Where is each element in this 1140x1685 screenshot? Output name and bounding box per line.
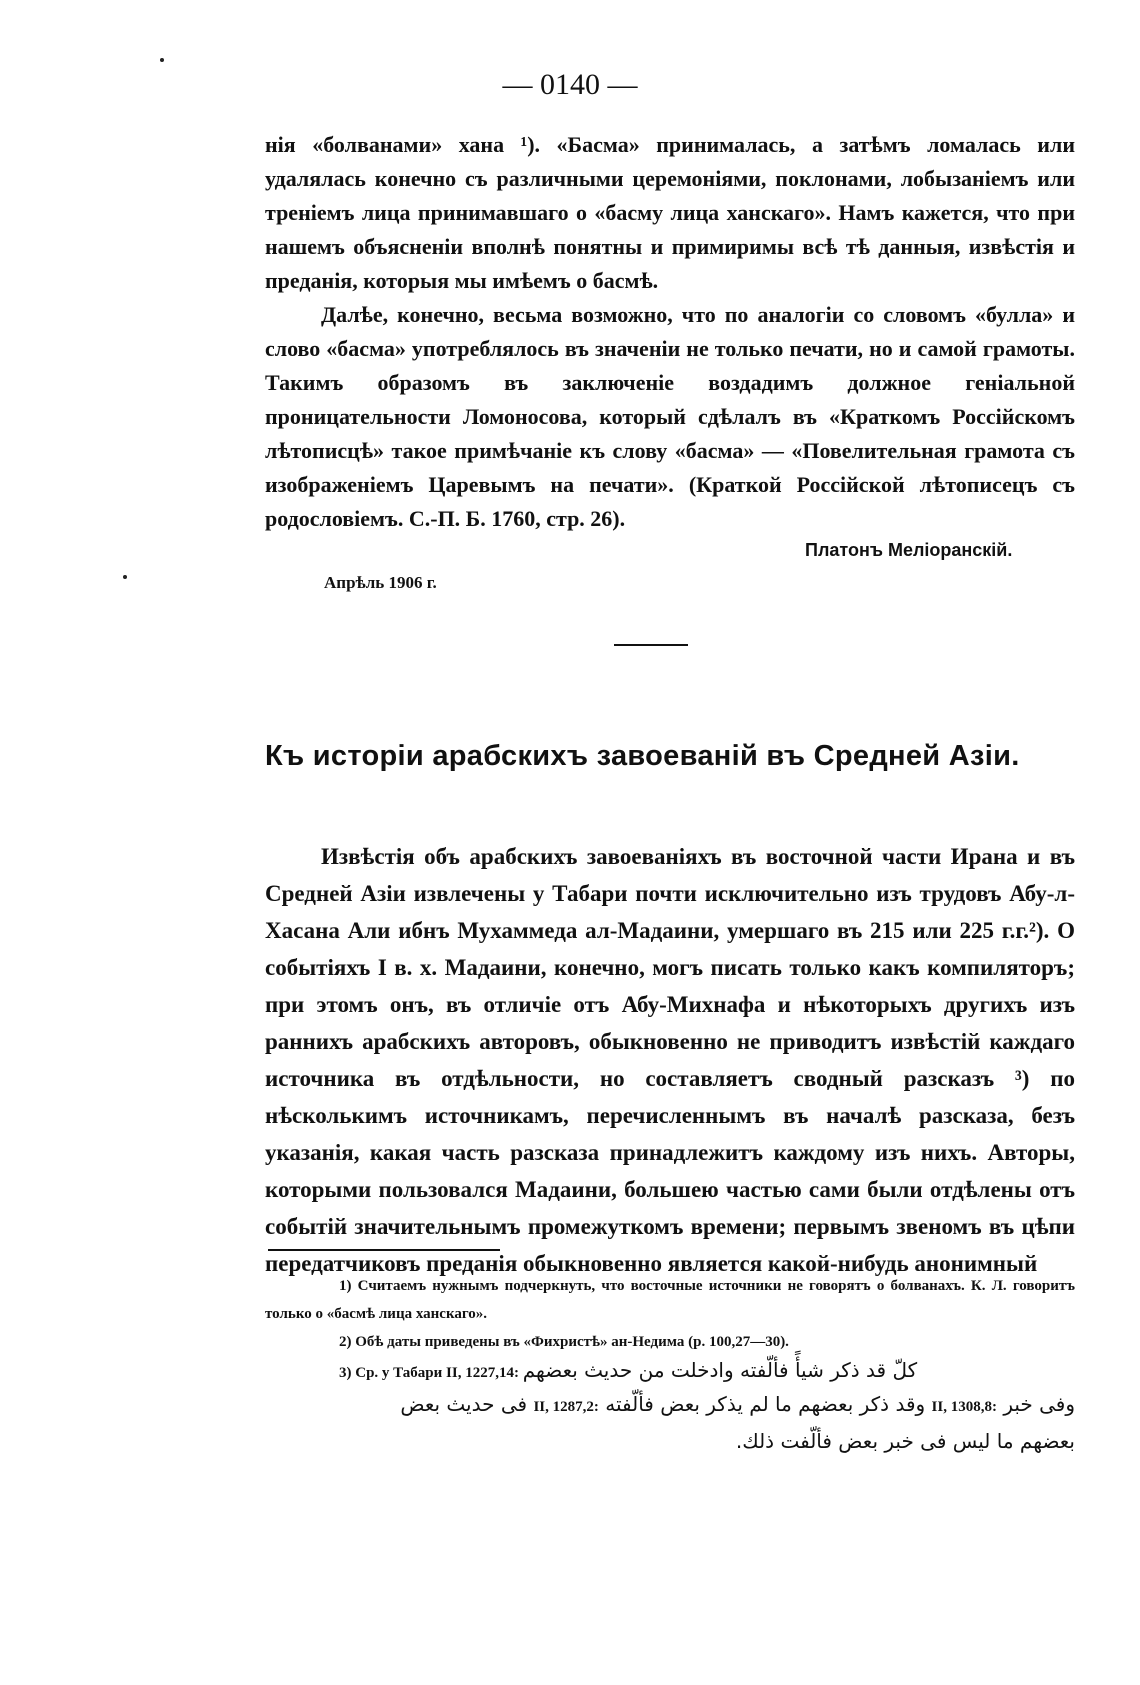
footnote-3: [265, 1356, 1075, 1387]
date-line: Апрѣль 1906 г.: [324, 573, 437, 592]
paragraph: Далѣе, конечно, весьма возможно, что по аналогіи со словомъ «булла» и слово «басма» употреблялось въ значеніи не только печати, но и самой грамоты. Такимъ образомъ въ заключеніе воздадимъ должное геніальной проницательности Ломоносова, который сдѣлалъ въ «Краткомъ Россійскомъ лѣтописцѣ» такое примѣчаніе къ слову «басма» — «Повелительная грамота съ изображеніемъ Царевымъ на печати». (Краткой Россійской лѣтописецъ съ родословіемъ. С.-П. Б. 1760, стр. 26).: [265, 302, 1075, 531]
arabic-line: [265, 1387, 1075, 1424]
arabic-quote: كلّ قد ذكر شيأً فألّفته وادخلت من حديث بعضهم: [522, 1358, 918, 1382]
page-number: — 0140 —: [502, 68, 638, 101]
section-divider: [614, 644, 688, 646]
paragraph: Извѣстія объ арабскихъ завоеваніяхъ въ восточной части Ирана и въ Средней Азіи извлечены у Табари почти исключительно изъ трудовъ Абу-л-Хасана Али ибнъ Мухаммеда ал-Мадаини, умершаго въ 215 или 225 г.г.²). О событіяхъ I в. х. Мадаини, конечно, могъ писать только какъ компиляторъ; при этомъ онъ, въ отличіе отъ Абу-Михнафа и нѣкоторыхъ другихъ изъ раннихъ арабскихъ авторовъ, обыкновенно не приводитъ извѣстій каждаго источника въ отдѣльности, но составляетъ сводный разсказъ ³) по нѣсколькимъ источникамъ, перечисленнымъ въ началѣ разсказа, безъ указанія, какая часть разсказа принадлежитъ каждому изъ нихъ. Авторы, которыми пользовался Мадаини, большею частью сами были отдѣлены отъ событій значительнымъ промежуткомъ времени; первымъ звеномъ въ цѣпи передатчиковъ преданія обыкновенно является какой-нибудь анонимный: [265, 844, 1075, 1276]
footnote-3-reference: 3) Ср. у Табари II, 1227,14:: [339, 1365, 519, 1381]
scan-speck: [123, 575, 127, 579]
arabic-quote: وفى خبر: [1003, 1392, 1075, 1416]
author-signature: Платонъ Меліоранскій.: [805, 540, 1013, 560]
paragraph: нія «болванами» хана ¹). «Басма» принималась, а затѣмъ ломалась или удалялась конечно съ различными церемоніями, поклонами, лобызаніемъ или треніемъ лица принимавшаго о «басму лица ханскаго». Намъ кажется, что при нашемъ объясненіи вполнѣ понятны и примиримы всѣ тѣ данныя, извѣстія и преданія, которыя мы имѣемъ о басмѣ.: [265, 132, 1075, 293]
article-heading: Къ исторіи арабскихъ завоеваній въ Средней Азіи.: [265, 740, 1020, 772]
footnote-2: 2) Обѣ даты приведены въ «Фихристѣ» ан-Недима (р. 100,27—30).: [339, 1334, 789, 1350]
footnote-1: 1) Считаемъ нужнымъ подчеркнуть, что восточные источники не говорятъ о болванахъ. К. Л. говоритъ только о «басмѣ лица ханскаго».: [265, 1278, 1075, 1322]
arabic-quote: وقد ذكر بعضهم ما لم يذكر بعض فألّفته: [605, 1392, 926, 1416]
citation-reference: II, 1287,2:: [533, 1399, 599, 1415]
arabic-line: بعضهم ما ليس فى خبر بعض فألّفت ذلك.: [735, 1429, 1075, 1453]
scan-speck: [160, 58, 164, 62]
article-body: [265, 815, 1075, 1305]
citation-reference: II, 1308,8:: [931, 1399, 997, 1415]
footnotes: [265, 1272, 1075, 1458]
arabic-quote: فى حديث بعض: [400, 1392, 528, 1416]
top-text-block: [265, 128, 1075, 536]
footnote-rule: [268, 1249, 500, 1251]
